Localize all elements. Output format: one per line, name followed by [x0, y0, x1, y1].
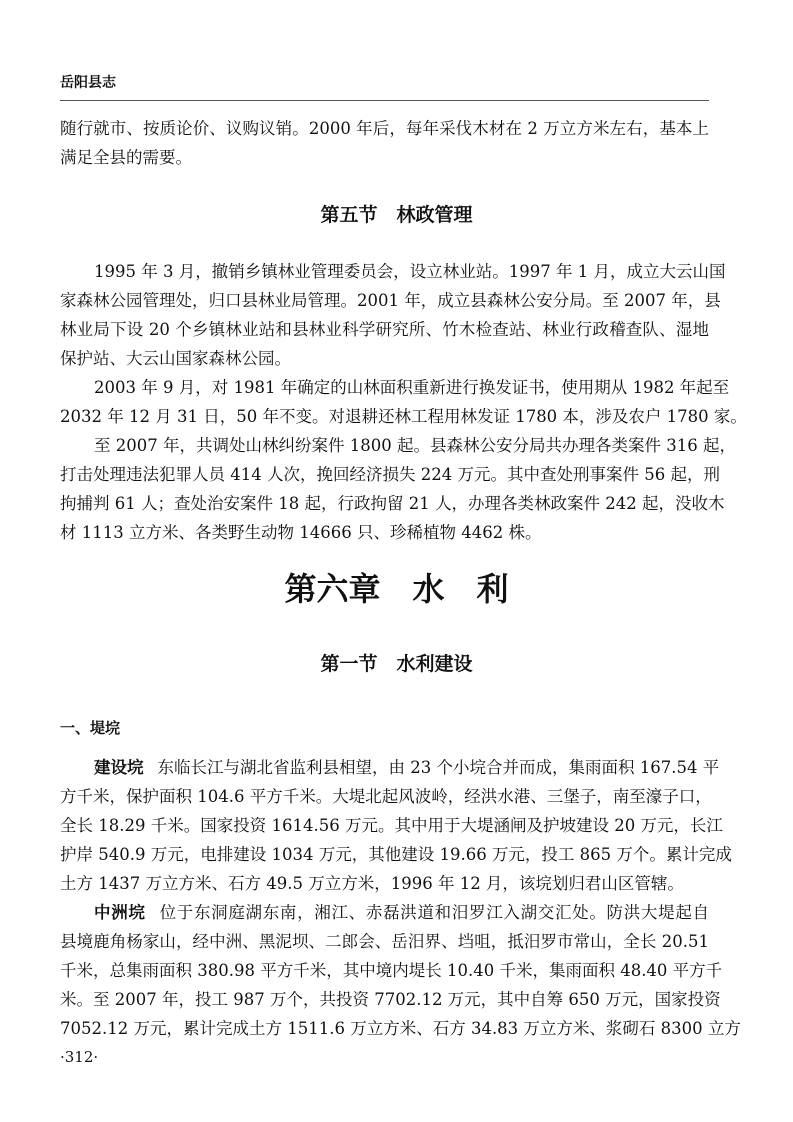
term-keyword: 中洲垸: [94, 903, 146, 922]
text-line: 土方 1437 万立方米、石方 49.5 万立方米，1996 年 12 月，该垸划归君山区管辖。: [60, 874, 684, 893]
text-line: 随行就市、按质论价、议购议销。2000 年后，每年采伐木材在 2 万立方米左右，基本上: [60, 119, 709, 138]
text-line: 材 1113 立方米、各类野生动物 14666 只、珍稀植物 4462 株。: [60, 523, 542, 542]
section-title: 第五节 林政管理: [320, 204, 473, 226]
paragraph-forestry-stations: [60, 257, 747, 547]
header-rule: [60, 100, 709, 101]
text-line: 千米，总集雨面积 380.98 平方千米，其中境内堤长 10.40 千米，集雨面积 48.40 平方千: [60, 961, 723, 980]
text-line: 1995 年 3 月，撤销乡镇林业管理委员会，设立林业站。1997 年 1 月，成立大云山国: [94, 262, 726, 281]
text-line: 打击处理违法犯罪人员 414 人次，挽回经济损失 224 万元。其中查处刑事案件 56 起，刑: [60, 465, 720, 484]
text-line: [60, 898, 709, 927]
text-line: 拘捕判 61 人；查处治安案件 18 起，行政拘留 21 人，办理各类林政案件 242 起，没收木: [60, 494, 725, 513]
text-line: 至 2007 年，共调处山林纠纷案件 1800 起。县森林公安分局共办理各类案件 316 起，: [94, 436, 736, 455]
text-line: 家森林公园管理处，归口县林业局管理。2001 年，成立县森林公安分局。至 2007 年，县: [60, 291, 721, 310]
text-line: 满足全县的需要。: [60, 148, 192, 167]
text-line: 全长 18.29 千米。国家投资 1614.56 万元。其中用于大堤涵闸及护坡建设 20 万元，长江: [60, 816, 723, 835]
text-line: 方千米，保护面积 104.6 平方千米。大堤北起风波岭，经洪水港、三堡子，南至濠子口，: [60, 787, 712, 806]
paragraph-jianshe-embankment: [60, 753, 741, 1043]
text-line: 2003 年 9 月，对 1981 年确定的山林面积重新进行换发证书，使用期从 1982 年起至: [94, 378, 730, 397]
term-keyword: 建设垸: [94, 758, 144, 777]
subsection-title: 一、堤垸: [60, 719, 121, 737]
intro-paragraph: [60, 114, 709, 172]
running-head: 岳阳县志: [60, 75, 116, 91]
section-title: 第一节 水利建设: [320, 653, 473, 675]
text-line: 林业局下设 20 个乡镇林业站和县林业科学研究所、竹木检查站、林业行政稽查队、湿地: [60, 320, 709, 339]
text-line: [60, 753, 720, 782]
chapter-title: 第六章 水 利: [284, 570, 509, 608]
text-line: 7052.12 万元，累计完成土方 1511.6 万立方米、石方 34.83 万立方米、浆砌石 8300 立方: [60, 1019, 741, 1038]
text-line: 米。至 2007 年，投工 987 万个，共投资 7702.12 万元，其中自筹 650 万元，国家投资: [60, 990, 721, 1009]
page-number: ·312·: [60, 1048, 99, 1066]
text-line: 保护站、大云山国家森林公园。: [60, 349, 291, 368]
text-line: 护岸 540.9 万元，电排建设 1034 万元，其他建设 19.66 万元，投工 865 万个。累计完成: [60, 845, 732, 864]
text-line: 2032 年 12 月 31 日，50 年不变。对退耕还林工程用林发证 1780 本，涉及农户 1780 家。: [60, 407, 747, 426]
text-span: 东临长江与湖北省监利县相望，由 23 个小垸合并而成，集雨面积 167.54 平: [157, 758, 720, 777]
text-line: 县境鹿角杨家山，经中洲、黑泥坝、二郎会、岳汨界、垱咀，抵汨罗市常山，全长 20.51: [60, 932, 709, 951]
text-span: 位于东洞庭湖东南，湘江、赤磊洪道和汨罗江入湖交汇处。防洪大堤起自: [159, 903, 710, 922]
